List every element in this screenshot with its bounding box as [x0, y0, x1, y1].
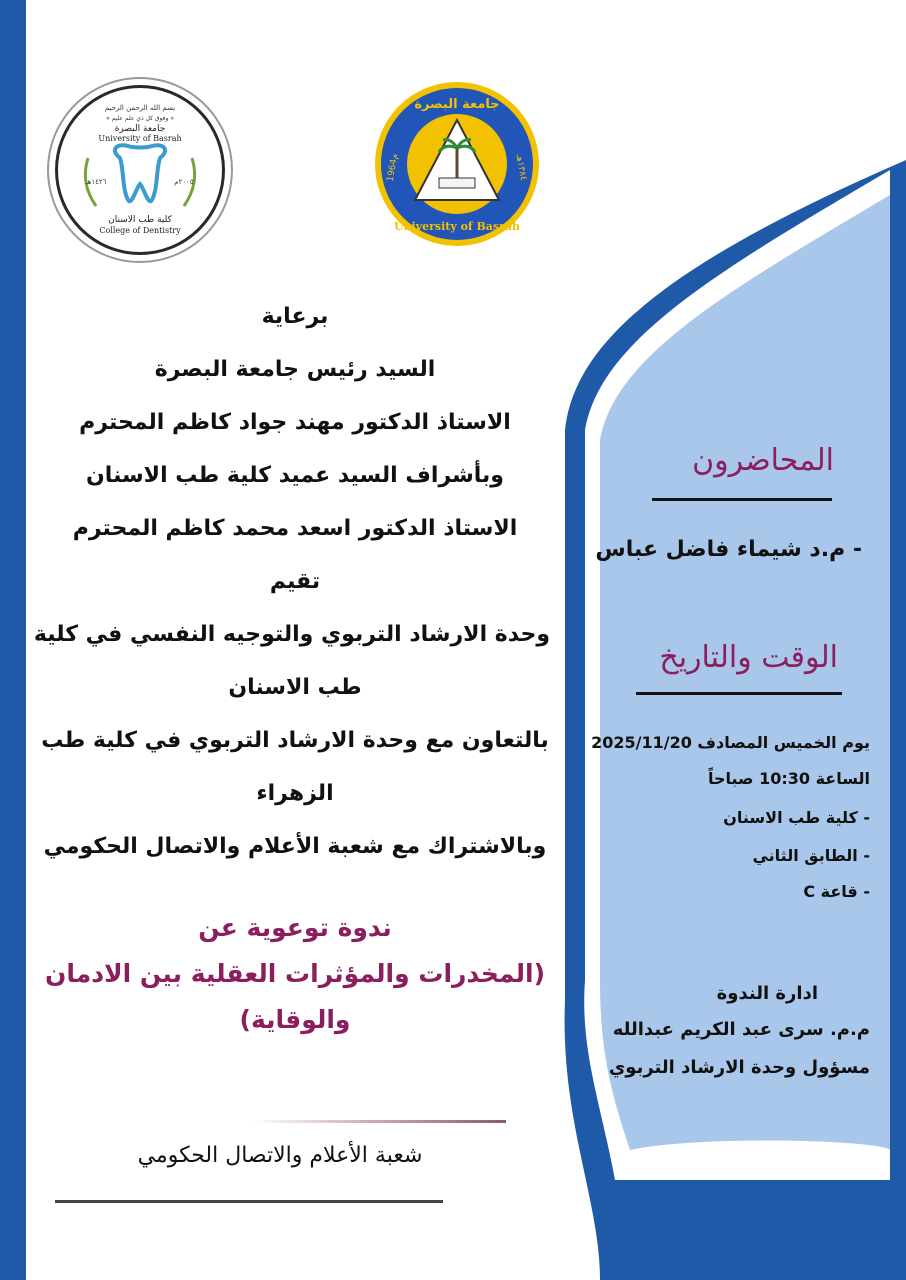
- manager-name: م.م. سرى عبد الكريم عبدالله: [612, 1019, 870, 1040]
- dean-supervision-line: وبأشراف السيد عميد كلية طب الاسنان: [86, 463, 504, 488]
- datetime-underline: [636, 692, 842, 695]
- event-date: يوم الخميس المصادف 2025/11/20: [591, 733, 870, 752]
- svg-text:٢٠٠٥م: ٢٠٠٥م: [174, 178, 194, 186]
- svg-text:University of Basrah: University of Basrah: [98, 134, 182, 143]
- president-title-line: السيد رئيس جامعة البصرة: [154, 357, 436, 382]
- college-of-dentistry-logo: [55, 85, 225, 255]
- seminar-title-line-3: والوقاية): [239, 1005, 351, 1034]
- cooperation-line-1: بالتعاون مع وحدة الارشاد التربوي في كلية طب: [41, 728, 549, 753]
- svg-text:« وفوق كل ذي علم عليم »: « وفوق كل ذي علم عليم »: [105, 115, 175, 122]
- location-floor: - الطابق الثاني: [752, 846, 870, 865]
- svg-text:١٣٨٤هـ: ١٣٨٤هـ: [513, 153, 529, 182]
- svg-text:بسم الله الرحمن الرحيم: بسم الله الرحمن الرحيم: [104, 104, 176, 112]
- event-time: الساعة 10:30 صباحاً: [707, 769, 870, 788]
- lecturer-name: - م.د شيماء فاضل عباس: [595, 537, 862, 562]
- datetime-title: الوقت والتاريخ: [659, 640, 838, 675]
- svg-text:College of Dentistry: College of Dentistry: [99, 226, 181, 235]
- unit-line-1: وحدة الارشاد التربوي والتوجيه النفسي في كلية: [33, 622, 550, 647]
- svg-text:University of Basrah: University of Basrah: [393, 220, 521, 233]
- unit-line-2: طب الاسنان: [228, 675, 362, 700]
- patronage-line: برعاية: [261, 304, 329, 329]
- cooperation-line-2: الزهراء: [256, 781, 334, 806]
- footer-divider-top: [252, 1120, 506, 1123]
- university-emblem-icon: [381, 88, 533, 240]
- president-name-line: الاستاذ الدكتور مهند جواد كاظم المحترم: [79, 410, 511, 435]
- university-of-basrah-logo: [375, 82, 539, 246]
- seminar-title: [20, 905, 570, 1043]
- location-hall: - قاعة C: [803, 882, 870, 901]
- seminar-title-line-2: (المخدرات والمؤثرات العقلية بين الادمان: [45, 959, 545, 988]
- dean-name-line: الاستاذ الدكتور اسعد محمد كاظم المحترم: [72, 516, 518, 541]
- svg-text:جامعة البصرة: جامعة البصرة: [114, 124, 166, 134]
- seminar-title-line-1: ندوة توعوية عن: [198, 913, 392, 942]
- svg-text:جامعة البصرة: جامعة البصرة: [414, 97, 500, 112]
- svg-text:كلية طب الاسنان: كلية طب الاسنان: [108, 215, 172, 225]
- svg-text:1964م: 1964م: [385, 152, 401, 183]
- participation-line: وبالاشتراك مع شعبة الأعلام والاتصال الحكومي: [43, 834, 547, 859]
- footer-divider-bottom: [55, 1200, 443, 1203]
- announcement-text: [33, 290, 550, 873]
- footer-department: شعبة الأعلام والاتصال الحكومي: [137, 1143, 423, 1168]
- organizes-line: تقيم: [269, 569, 321, 594]
- tooth-icon: [58, 88, 222, 252]
- lecturers-underline: [652, 498, 832, 501]
- management-title: ادارة الندوة: [716, 983, 818, 1004]
- location-college: - كلية طب الاسنان: [723, 808, 870, 827]
- manager-role: مسؤول وحدة الارشاد التربوي: [608, 1057, 870, 1078]
- lecturers-title: المحاضرون: [692, 443, 834, 478]
- svg-text:١٤٢٦هـ: ١٤٢٦هـ: [85, 178, 107, 186]
